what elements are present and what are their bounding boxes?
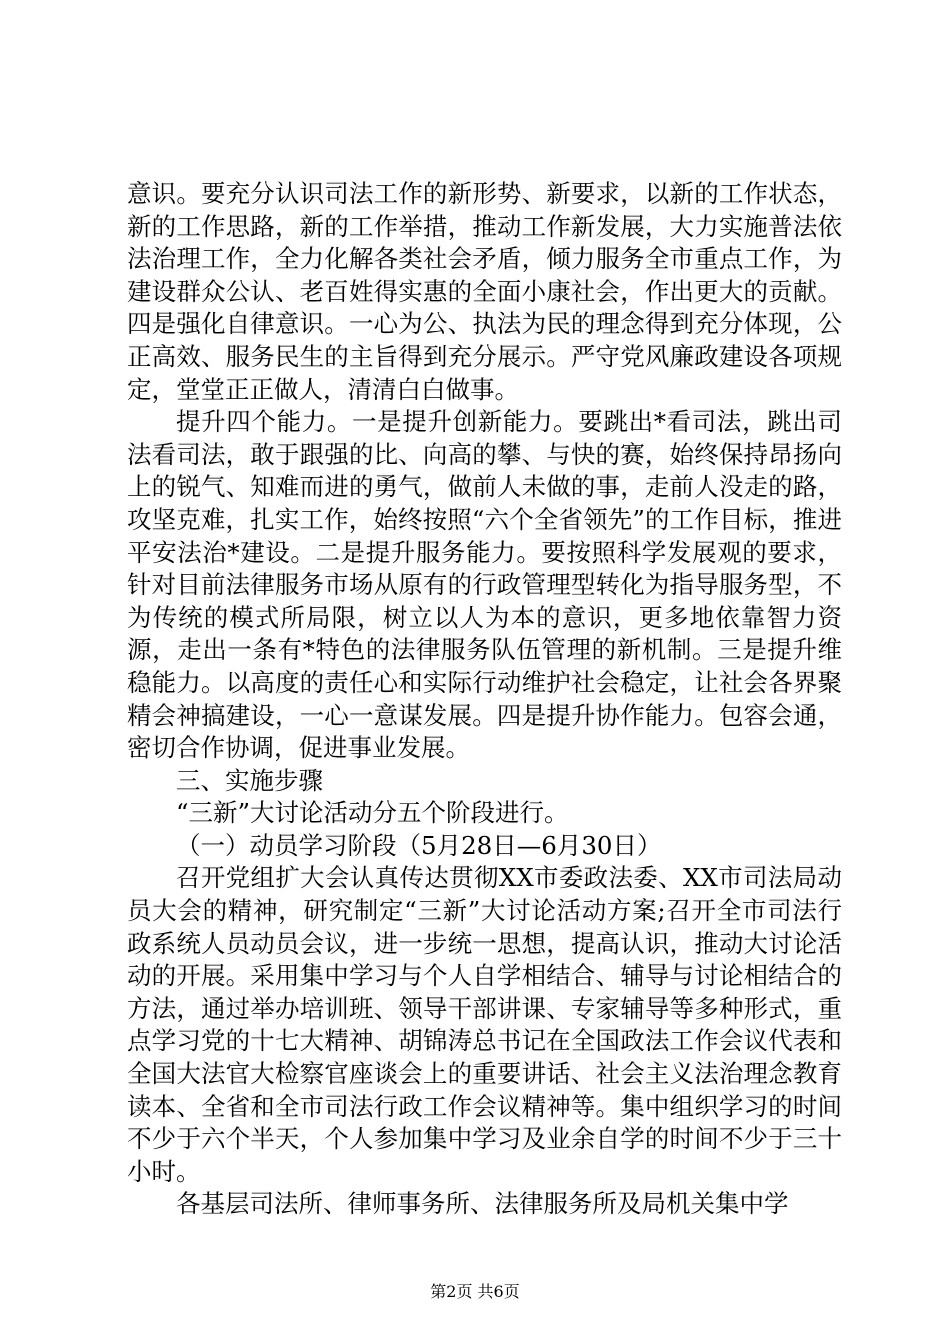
document-body [127, 178, 842, 1221]
paragraph: “三新”大讨论活动分五个阶段进行。 [176, 798, 569, 828]
subsection-heading: （一）动员学习阶段（5月28日—6月30日） [176, 830, 662, 860]
paragraph: 提升四个能力。一是提升创新能力。要跳出*看司法，跳出司法看司法，敢于跟强的比、向高的攀、与快的赛，始终保持昂扬向上的锐气、知难而进的勇气，做前人未做的事，走前人没走的路，攻坚克难，扎实工作，始终按照“六个全省领先”的工作目标，推进平安法治*建设。二是提升服务能力。要按照科学发展观的要求，针对目前法律服务市场从原有的行政管理型转化为指导服务型，不为传统的模式所局限，树立以人为本的意识，更多地依靠智力资源，走出一条有*特色的法律服务队伍管理的新机制。三是提升维稳能力。以高度的责任心和实际行动维护社会稳定，让社会各界聚精会神搞建设，一心一意谋发展。四是提升协作能力。包容会通，密切合作协调，促进事业发展。 [127, 407, 842, 763]
paragraph: 意识。要充分认识司法工作的新形势、新要求，以新的工作状态，新的工作思路，新的工作举措，推动工作新发展，大力实施普法依法治理工作，全力化解各类社会矛盾，倾力服务全市重点工作，为建设群众公认、老百姓得实惠的全面小康社会，作出更大的贡献。四是强化自律意识。一心为公、执法为民的理念得到充分体现，公正高效、服务民生的主旨得到充分展示。严守党风廉政建设各项规定，堂堂正正做人，清清白白做事。 [127, 179, 842, 404]
paragraph: 召开党组扩大会认真传达贯彻XX市委政法委、XX市司法局动员大会的精神，研究制定“三新”大讨论活动方案;召开全市司法行政系统人员动员会议，进一步统一思想，提高认识，推动大讨论活动的开展。采用集中学习与个人自学相结合、辅导与讨论相结合的方法，通过举办培训班、领导干部讲课、专家辅导等多种形式，重点学习党的十七大精神、胡锦涛总书记在全国政法工作会议代表和全国大法官大检察官座谈会上的重要讲话、社会主义法治理念教育读本、全省和全市司法行政工作会议精神等。集中组织学习的时间不少于六个半天，个人参加集中学习及业余自学的时间不少于三十小时。 [127, 863, 842, 1186]
paragraph: 各基层司法所、律师事务所、法律服务所及局机关集中学 [176, 1189, 789, 1219]
page-footer: 第2页 共6页 [430, 1282, 520, 1301]
section-heading: 三、实施步骤 [176, 765, 323, 795]
